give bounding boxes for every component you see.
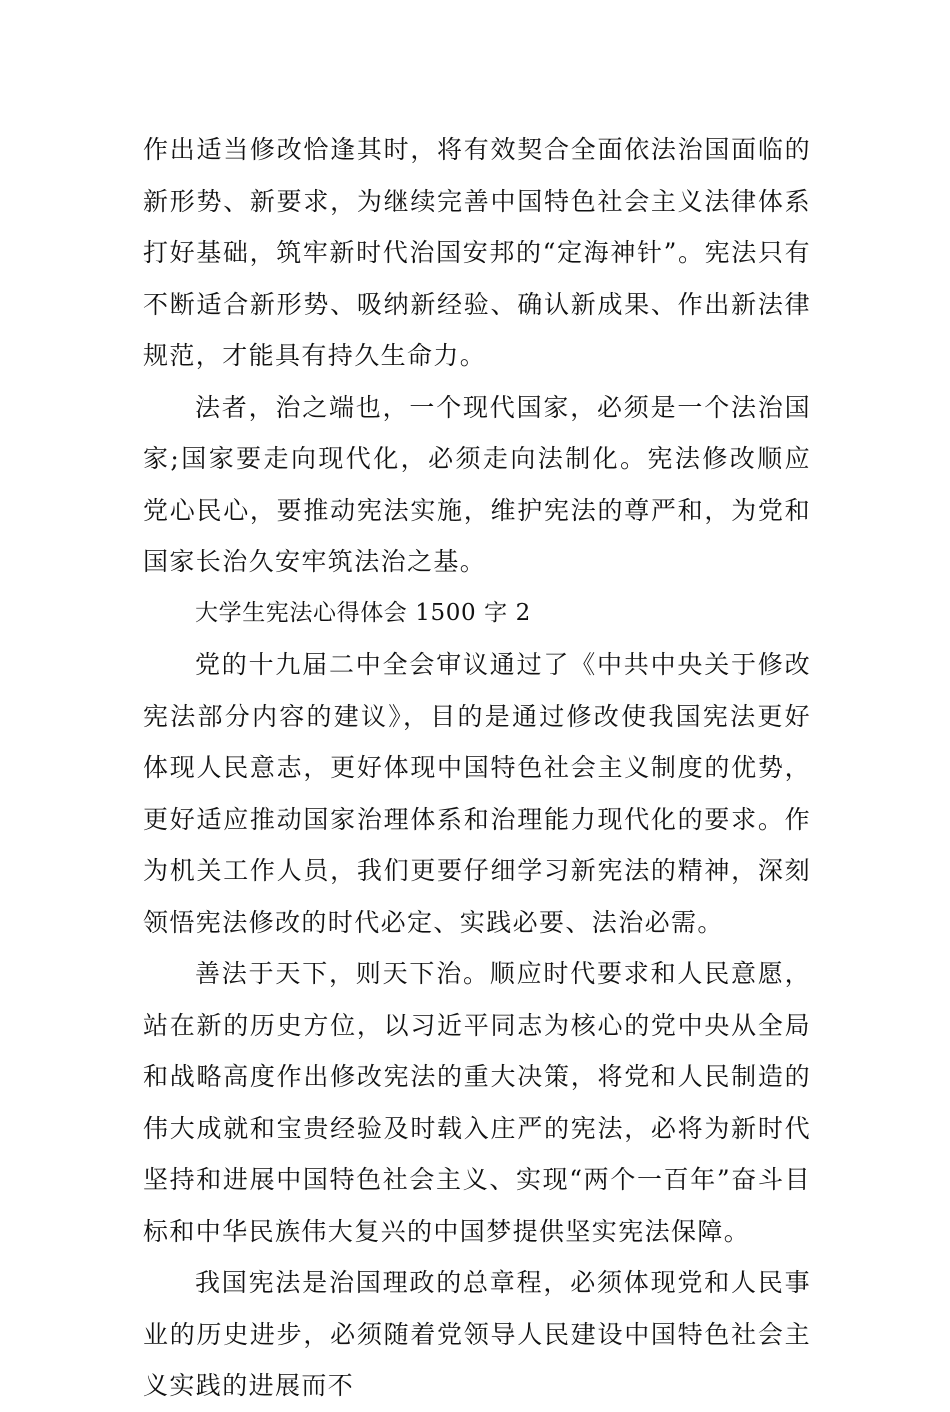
- paragraph-good-law: 善法于天下，则天下治。顺应时代要求和人民意愿，站在新的历史方位，以习近平同志为核心的党中央从全局和战略高度作出修改宪法的重大决策，将党和人民制造的伟大成就和宝贵经验及时载入庄严的宪法，必将为新时代坚持和进展中国特色社会主义、实现“两个一百年”奋斗目标和中华民族伟大复兴的中国梦提供坚实宪法保障。: [143, 959, 811, 1246]
- paragraph-rule-of-law: 法者，治之端也，一个现代国家，必须是一个法治国家;国家要走向现代化，必须走向法制化。宪法修改顺应党心民心，要推动宪法实施，维护宪法的尊严和，为党和国家长治久安牢筑法治之基。: [143, 392, 811, 576]
- document-body: [143, 124, 811, 1412]
- paragraph-plenary-session: 党的十九届二中全会审议通过了《中共中央关于修改宪法部分内容的建议》，目的是通过修改使我国宪法更好体现人民意志，更好体现中国特色社会主义制度的优势，更好适应推动国家治理体系和治理能力现代化的要求。作为机关工作人员，我们更要仔细学习新宪法的精神，深刻领悟宪法修改的时代必定、实践必要、法治必需。: [143, 650, 811, 937]
- section-title: 大学生宪法心得体会 1500 字 2: [195, 599, 531, 626]
- paragraph-general-charter: 我国宪法是治国理政的总章程，必须体现党和人民事业的历史进步，必须随着党领导人民建设中国特色社会主义实践的进展而不: [143, 1268, 811, 1400]
- paragraph-continuation: 作出适当修改恰逢其时，将有效契合全面依法治国面临的新形势、新要求，为继续完善中国特色社会主义法律体系打好基础，筑牢新时代治国安邦的“定海神针”。宪法只有不断适合新形势、吸纳新经验、确认新成果、作出新法律规范，才能具有持久生命力。: [143, 135, 811, 370]
